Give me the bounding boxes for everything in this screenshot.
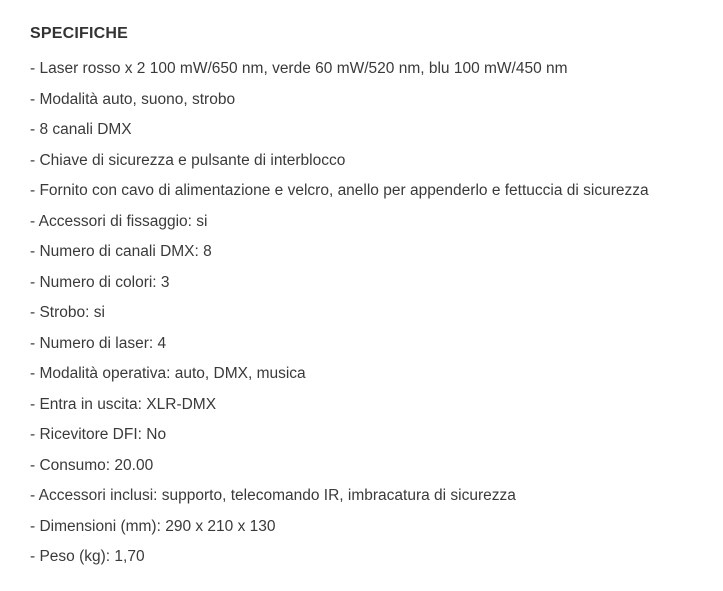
spec-item-dmx-channels: - 8 canali DMX [30,121,132,138]
spec-item-safety-key: - Chiave di sicurezza e pulsante di interblocco [30,151,346,169]
spec-item-power-consumption: - Consumo: 20.00 [30,456,154,474]
specifications-section [30,22,710,573]
specifications-title: SPECIFICHE [30,25,129,42]
specifications-list [30,54,710,573]
spec-item-operating-mode: - Modalità operativa: auto, DMX, musica [30,365,306,382]
spec-item-dimensions: - Dimensioni (mm): 290 x 210 x 130 [30,517,276,535]
spec-item-modes: - Modalità auto, suono, strobo [30,90,236,108]
spec-item-lasers: - Laser rosso x 2 100 mW/650 nm, verde 60 mW/520 nm, blu 100 mW/450 nm [30,60,568,77]
spec-item-mounting-accessories: - Accessori di fissaggio: si [30,212,208,230]
spec-item-included-accessories: - Accessori inclusi: supporto, telecomando IR, imbracatura di sicurezza [30,487,516,504]
spec-item-color-count: - Numero di colori: 3 [30,273,170,291]
spec-item-supplied-with: - Fornito con cavo di alimentazione e velcro, anello per appenderlo e fettuccia di sicurezza [30,182,649,199]
spec-item-io: - Entra in uscita: XLR-DMX [30,395,217,413]
spec-item-laser-count: - Numero di laser: 4 [30,334,167,352]
spec-item-dfi-receiver: - Ricevitore DFI: No [30,426,167,443]
spec-item-strobe: - Strobo: si [30,304,105,321]
spec-item-weight: - Peso (kg): 1,70 [30,548,145,565]
spec-item-dmx-channel-count: - Numero di canali DMX: 8 [30,243,212,260]
